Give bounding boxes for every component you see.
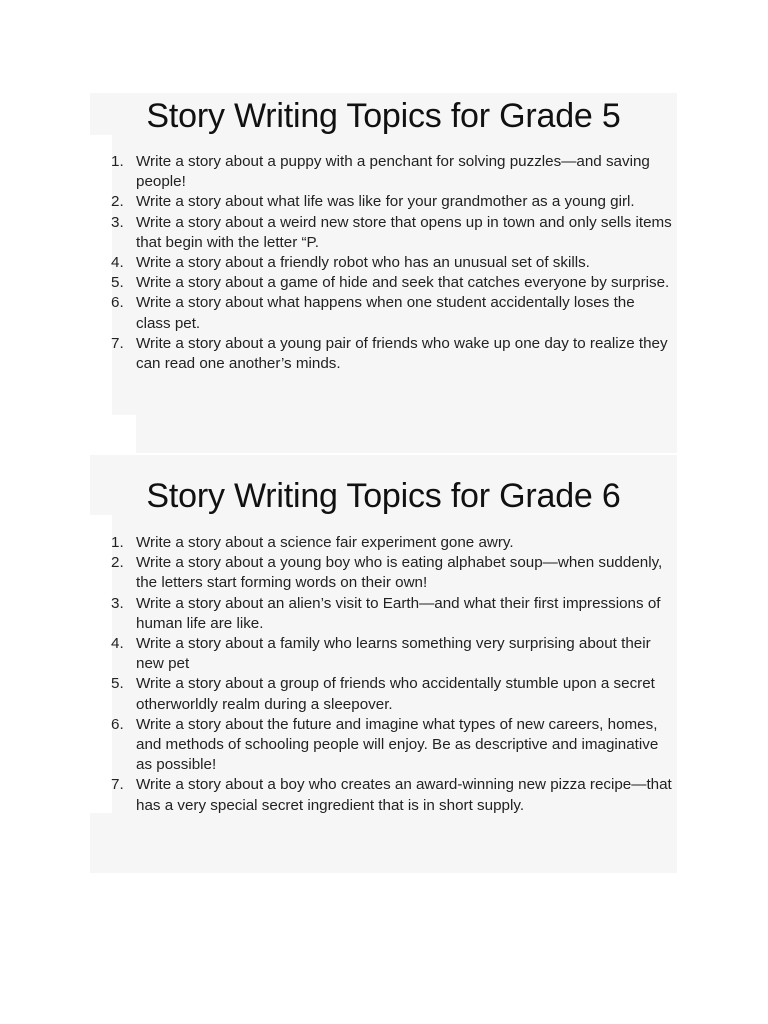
topic-text: Write a story about a boy who creates an award-winning new pizza recipe—that has a very special secret ingredient that is in short supply. [136,776,672,814]
background-notch [90,415,136,453]
grade-6-topic-list [90,533,677,816]
topic-item [90,533,677,553]
topic-text: Write a story about a game of hide and seek that catches everyone by surprise. [136,274,670,292]
topic-number: 3. [111,594,124,612]
topic-text: Write a story about what happens when one student accidentally loses the class pet. [136,294,635,332]
grade-6-title: Story Writing Topics for Grade 6 [146,477,621,515]
topic-number: 7. [111,776,124,794]
topic-item [90,594,677,634]
topic-item [90,775,677,815]
topic-item [90,715,677,776]
topic-text: Write a story about a young boy who is eating alphabet soup—when suddenly, the letters start forming words on their own! [136,554,663,592]
topic-number: 4. [111,635,124,653]
grade-5-topic-list [90,152,677,374]
topic-text: Write a story about a science fair experiment gone awry. [136,534,514,551]
topic-text: Write a story about the future and imagine what types of new careers, homes, and methods of schooling people will enjoy. Be as descriptive and imaginative as possible! [136,715,659,774]
topic-item [90,634,677,674]
topic-item [90,192,677,212]
topic-item [90,293,677,333]
topic-number: 7. [111,334,124,352]
topic-item [90,273,677,293]
topic-text: Write a story about a weird new store that opens up in town and only sells items that begin with the letter “P. [136,213,672,251]
topic-item [90,213,677,253]
topic-number: 1. [111,153,124,170]
topic-number: 3. [111,213,124,231]
topic-number: 4. [111,254,124,272]
topic-number: 6. [111,715,124,733]
topic-text: Write a story about an alien’s visit to Earth—and what their first impressions of human life are like. [136,594,661,632]
topic-text: Write a story about what life was like for your grandmother as a young girl. [136,193,635,211]
topic-number: 2. [111,554,124,572]
topic-number: 6. [111,294,124,312]
topic-item [90,253,677,273]
grade-5-title: Story Writing Topics for Grade 5 [146,97,621,135]
topic-item [90,152,677,192]
topic-text: Write a story about a friendly robot who has an unusual set of skills. [136,254,590,272]
topic-text: Write a story about a young pair of friends who wake up one day to realize they can read one another’s minds. [136,334,668,373]
topic-number: 5. [111,675,124,693]
topic-number: 2. [111,193,124,211]
topic-text: Write a story about a family who learns something very surprising about their new pet [136,635,651,673]
topic-text: Write a story about a group of friends who accidentally stumble upon a secret otherworldly realm during a sleepover. [136,675,655,713]
grade-5-section [90,93,677,374]
topic-item [90,334,677,374]
grade-6-section [90,473,677,816]
topic-item [90,553,677,593]
topic-number: 5. [111,274,124,292]
topic-text: Write a story about a puppy with a penchant for solving puzzles—and saving people! [136,153,650,191]
topic-number: 1. [111,534,124,551]
topic-item [90,674,677,714]
